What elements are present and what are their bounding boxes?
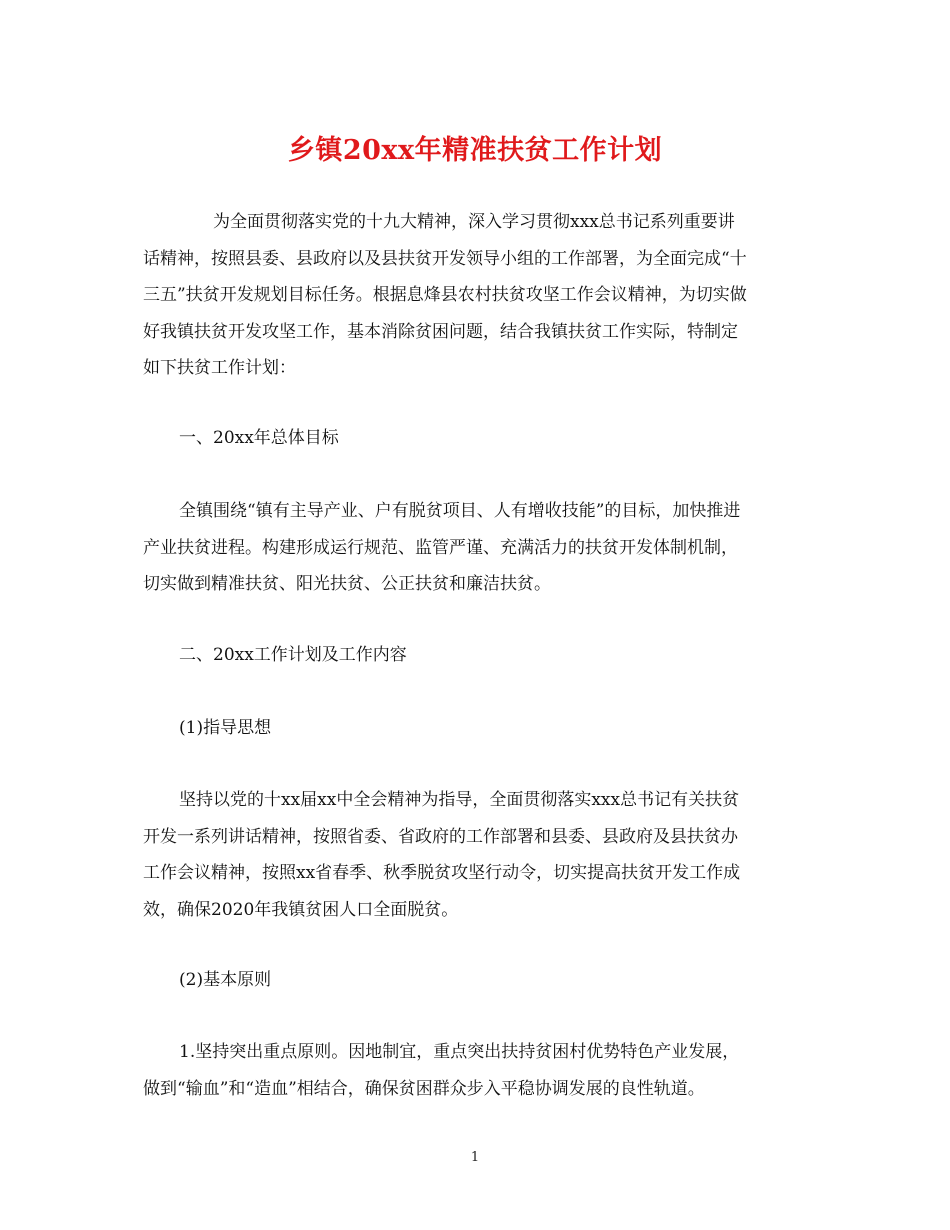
page-number: 1 (470, 1150, 480, 1165)
subheading-basic-principles: (2)基本原则 (179, 970, 272, 990)
guiding-thought-paragraph (143, 782, 815, 928)
paragraph-line: 话精神，按照县委、县政府以及县扶贫开发领导小组的工作部署，为全面完成“十 (143, 248, 747, 269)
paragraph-line: 全镇围绕“镇有主导产业、户有脱贫项目、人有增收技能”的目标，加快推进 (179, 501, 741, 521)
document-title: 乡镇20xx年精准扶贫工作计划 (287, 135, 663, 166)
paragraph-line: 做到“输血”和“造血”相结合，确保贫困群众步入平稳协调发展的良性轨道。 (143, 1078, 705, 1099)
paragraph-line: 好我镇扶贫开发攻坚工作，基本消除贫困问题，结合我镇扶贫工作实际，特制定 (143, 321, 738, 342)
paragraph-line: 三五”扶贫开发规划目标任务。根据息烽县农村扶贫攻坚工作会议精神，为切实做 (143, 285, 747, 305)
paragraph-line: 为全面贯彻落实党的十九大精神，深入学习贯彻xxx总书记系列重要讲 (213, 212, 735, 232)
subheading-guiding-thought: (1)指导思想 (179, 718, 272, 738)
goals-paragraph (143, 493, 815, 603)
paragraph-line: 工作会议精神，按照xx省春季、秋季脱贫攻坚行动令，切实提高扶贫开发工作成 (143, 863, 741, 883)
paragraph-line: 切实做到精准扶贫、阳光扶贫、公正扶贫和廉洁扶贫。 (143, 574, 551, 594)
section-heading-goals: 一、20xx年总体目标 (179, 428, 339, 448)
principle-paragraph (143, 1034, 815, 1107)
paragraph-line: 坚持以党的十xx届xx中全会精神为指导，全面贯彻落实xxx总书记有关扶贫 (179, 790, 740, 810)
paragraph-line: 产业扶贫进程。构建形成运行规范、监管严谨、充满活力的扶贫开发体制机制， (143, 537, 738, 558)
paragraph-line: 效，确保2020年我镇贫困人口全面脱贫。 (143, 899, 459, 920)
paragraph-line: 如下扶贫工作计划： (143, 358, 296, 378)
intro-paragraph (143, 204, 815, 387)
paragraph-line: 1.坚持突出重点原则。因地制宜，重点突出扶持贫困村优势特色产业发展， (179, 1042, 740, 1062)
section-heading-plan: 二、20xx工作计划及工作内容 (179, 645, 407, 665)
paragraph-line: 开发一系列讲话精神，按照省委、省政府的工作部署和县委、县政府及县扶贫办 (143, 826, 738, 847)
